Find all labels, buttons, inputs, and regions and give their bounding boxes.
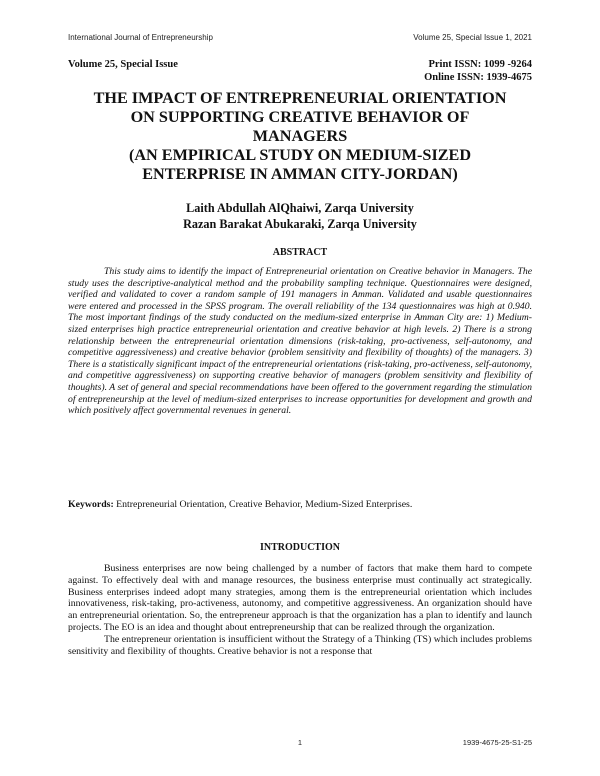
authors — [68, 201, 532, 232]
volume-row — [68, 58, 532, 84]
volume-line: Volume 25, Special Issue — [68, 59, 178, 70]
running-head — [68, 33, 532, 42]
introduction-heading: INTRODUCTION — [259, 542, 340, 553]
introduction-body — [68, 563, 532, 657]
keywords-label: Keywords: — [68, 499, 114, 510]
keywords — [68, 499, 532, 511]
title-line: THE IMPACT OF ENTREPRENEURIAL ORIENTATION — [93, 89, 507, 107]
body-paragraph: The entrepreneur orientation is insufficient without the Strategy of a Thinking (TS) which includes problems sensitivity and flexibility of thoughts. Creative behavior is not a response that — [68, 633, 532, 657]
body-paragraph: Business enterprises are now being challenged by a number of factors that make them hard to compete against. To effectively deal with and manage resources, the business enterprise must continually act strategically. Business enterprises indeed adopt many strategies, among them is the entrepreneurial orientation which includes innovativeness, risk-taking, pro-activeness, autonomy, and competitive aggressiveness. An organization should have an entrepreneurial orientation. So, the entrepreneur approach is that the organization has a plan to identify and launch projects. The EO is an idea and thought about entrepreneurship that can be realized through the organization. — [68, 563, 532, 633]
abstract-heading: ABSTRACT — [272, 247, 328, 258]
issue-info: Volume 25, Special Issue 1, 2021 — [413, 33, 532, 42]
print-issn: Print ISSN: 1099 -9264 — [428, 59, 532, 70]
page-number: 1 — [297, 738, 303, 747]
journal-name: International Journal of Entrepreneurship — [68, 33, 213, 42]
title-line: ON SUPPORTING CREATIVE BEHAVIOR OF — [130, 108, 470, 126]
online-issn: Online ISSN: 1939-4675 — [424, 72, 532, 83]
title-line: (AN EMPIRICAL STUDY ON MEDIUM-SIZED — [128, 146, 472, 164]
issn-block — [424, 58, 532, 84]
author-line: Laith Abdullah AlQhaiwi, Zarqa University — [186, 201, 414, 215]
abstract-text: This study aims to identify the impact of Entrepreneurial orientation on Creative behavior in Managers. The study uses the descriptive-analytical method and the probability sampling technique. Questionnaires were designed, verified and validated to cover a random sample of 191 managers in Amman. Validated and usable questionnaires were entered and processed in the SPSS program. The overall reliability of the 134 questionnaires was high at 0.940. The most important findings of the study conducted on the medium-sized enterprise in Amman City are: 1) Medium-sized enterprises high practice entrepreneurial orientation and creative behavior at high levels. 2) There is a strong relationship between the entrepreneurial orientation dimensions (risk-taking, pro-activeness, self-autonomy, and competitive aggressiveness) and creative behavior (problem sensitivity and flexibility of thoughts) of the managers. 3) There is a statistically significant impact of the entrepreneurial orientations (risk-taking, pro-activeness, self-autonomy, and competitive aggressiveness) on supporting creative behavior of managers (problem sensitivity and flexibility of thoughts). A set of general and special recommendations have been offered to the government regarding the stimulation of entrepreneurship at the level of medium-sized enterprises to increase opportunities for development and growth and which positively affect governmental revenues in general. — [68, 266, 532, 417]
title-line: ENTERPRISE IN AMMAN CITY-JORDAN) — [142, 165, 458, 183]
title-line: MANAGERS — [252, 127, 348, 145]
document-id: 1939-4675-25-S1-25 — [462, 738, 532, 747]
paper-title — [60, 89, 540, 184]
author-line: Razan Barakat Abukaraki, Zarqa University — [183, 216, 417, 231]
keywords-text: Entrepreneurial Orientation, Creative Behavior, Medium-Sized Enterprises. — [113, 499, 413, 510]
